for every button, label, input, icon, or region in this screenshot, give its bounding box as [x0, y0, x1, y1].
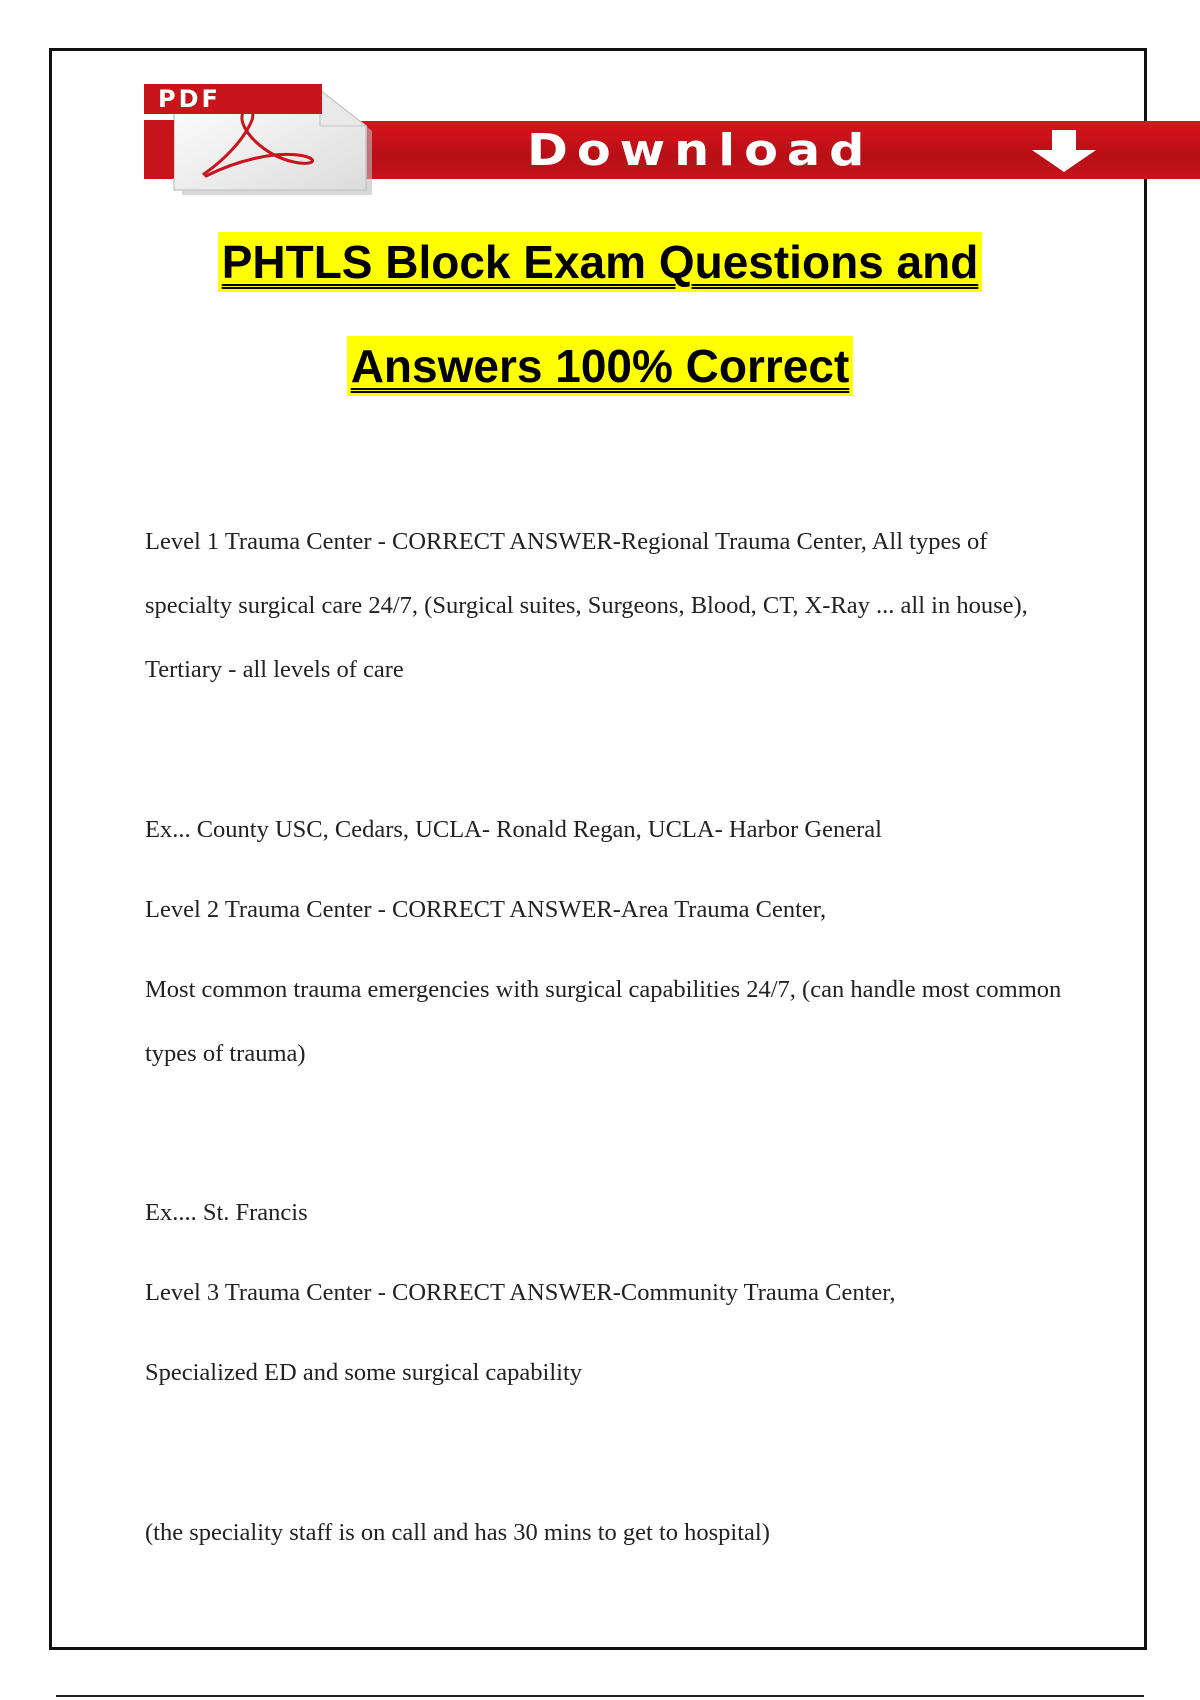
- paragraph-level-2-description: Most common trauma emergencies with surgical capabilities 24/7, (can handle most common types of trauma): [145, 976, 1062, 1067]
- pdf-download-banner[interactable]: [144, 80, 1200, 195]
- document-title-line-2: [0, 336, 1200, 396]
- paragraph-level-1-examples: Ex... County USC, Cedars, UCLA- Ronald Regan, UCLA- Harbor General: [145, 816, 882, 843]
- title-text-1: PHTLS Block Exam Questions and: [218, 232, 983, 292]
- document-title-line-1: [0, 232, 1200, 292]
- paragraph-level-2-examples: Ex.... St. Francis: [145, 1199, 308, 1226]
- download-arrow-icon[interactable]: [1024, 128, 1104, 174]
- pdf-label: PDF: [158, 85, 221, 113]
- download-label[interactable]: Download: [527, 125, 874, 176]
- paragraph-level-3-note: (the speciality staff is on call and has 30 mins to get to hospital): [145, 1519, 770, 1546]
- paragraph-level-3-description: Specialized ED and some surgical capability: [145, 1359, 583, 1386]
- title-text-2: Answers 100% Correct: [347, 336, 854, 396]
- paragraph-level-2: Level 2 Trauma Center - CORRECT ANSWER-Area Trauma Center,: [145, 896, 827, 923]
- paragraph-level-1: Level 1 Trauma Center - CORRECT ANSWER-Regional Trauma Center, All types of specialty surgical care 24/7, (Surgical suites, Surgeons, Blood, CT, X-Ray ... all in house), Tertiary - all levels of care: [145, 528, 1028, 683]
- paragraph-level-3: Level 3 Trauma Center - CORRECT ANSWER-Community Trauma Center,: [145, 1279, 896, 1306]
- bottom-rule: [56, 1695, 1144, 1697]
